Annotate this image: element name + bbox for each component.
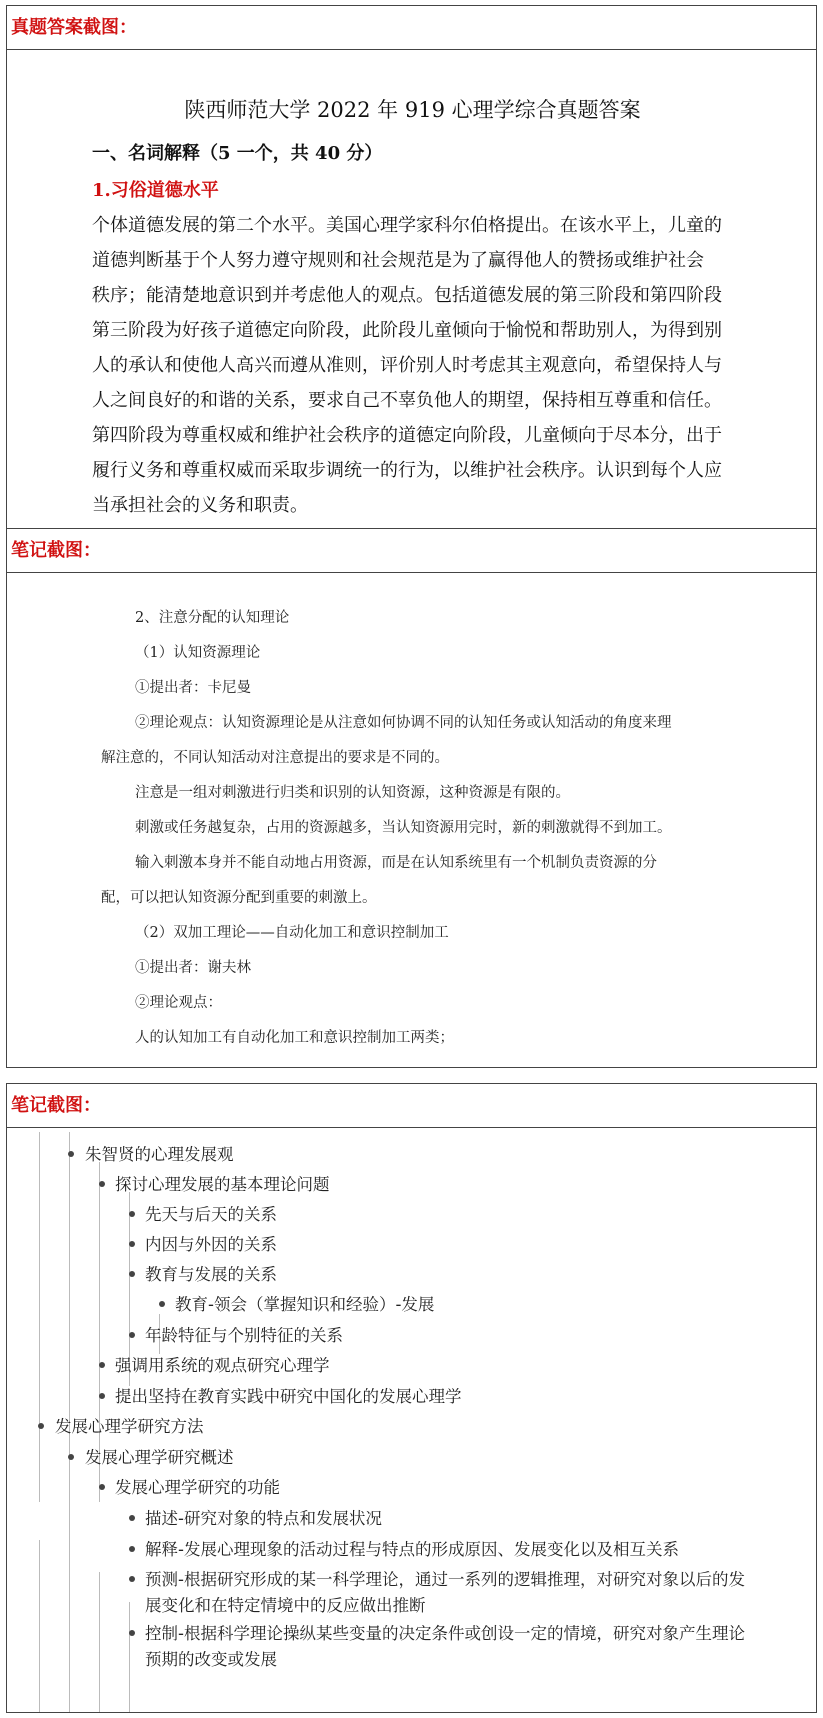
notes-panel-2 — [6, 1083, 817, 1713]
outline-item: 预测-根据研究形成的某一科学理论，通过一系列的逻辑推理，对研究对象以后的发 — [145, 1570, 745, 1589]
outline-item: 发展心理学研究的功能 — [115, 1478, 280, 1497]
outline-item-continuation: 预期的改变或发展 — [145, 1650, 277, 1669]
outline-item: 先天与后天的关系 — [145, 1205, 277, 1224]
outline-item: 描述-研究对象的特点和发展状况 — [145, 1509, 382, 1528]
note-line: 2、注意分配的认知理论 — [135, 610, 290, 626]
answer-panel — [6, 5, 817, 529]
outline-item: 控制-根据科学理论操纵某些变量的决定条件或创设一定的情境，研究对象产生理论 — [145, 1624, 745, 1643]
tree-guide-line — [39, 1132, 40, 1502]
note-line: 刺激或任务越复杂，占用的资源越多，当认知资源用完时，新的刺激就得不到加工。 — [135, 820, 672, 836]
note-line: ②理论观点：认知资源理论是从注意如何协调不同的认知任务或认知活动的角度来理 — [135, 715, 672, 731]
tree-guide-line — [129, 1602, 130, 1712]
notes-panel-2-header: 笔记截图： — [7, 1084, 816, 1128]
bullet-icon — [159, 1301, 165, 1307]
bullet-icon — [129, 1332, 135, 1338]
answer-line: 人之间良好的和谐的关系，要求自己不辜负他人的期望，保持相互尊重和信任。 — [92, 390, 722, 411]
outline-item: 探讨心理发展的基本理论问题 — [115, 1175, 330, 1194]
outline-item: 强调用系统的观点研究心理学 — [115, 1356, 330, 1375]
bullet-icon — [99, 1393, 105, 1399]
answer-line: 人的承认和使他人高兴而遵从准则，评价别人时考虑其主观意向，希望保持人与 — [92, 355, 722, 376]
outline-item: 教育-领会（掌握知识和经验）-发展 — [175, 1295, 435, 1314]
bullet-icon — [68, 1151, 74, 1157]
note-line: 人的认知加工有自动化加工和意识控制加工两类； — [135, 1030, 454, 1046]
term-heading: 1.习俗道德水平 — [92, 180, 219, 201]
note-line: ①提出者：谢夫林 — [135, 960, 251, 976]
note-line: 解注意的，不同认知活动对注意提出的要求是不同的。 — [101, 750, 449, 766]
bullet-icon — [129, 1271, 135, 1277]
bullet-icon — [129, 1241, 135, 1247]
outline-item: 发展心理学研究方法 — [55, 1417, 204, 1436]
notes-panel-1-header: 笔记截图： — [7, 529, 816, 573]
note-line: 配，可以把认知资源分配到重要的刺激上。 — [101, 890, 377, 906]
bullet-icon — [129, 1211, 135, 1217]
outline-item: 解释-发展心理现象的活动过程与特点的形成原因、发展变化以及相互关系 — [145, 1540, 679, 1559]
answer-line: 第四阶段为尊重权威和维护社会秩序的道德定向阶段，儿童倾向于尽本分，出于 — [92, 425, 722, 446]
note-line: 输入刺激本身并不能自动地占用资源，而是在认知系统里有一个机制负责资源的分 — [135, 855, 657, 871]
outline-item-continuation: 展变化和在特定情境中的反应做出推断 — [145, 1596, 426, 1615]
answer-line: 个体道德发展的第二个水平。美国心理学家科尔伯格提出。在该水平上，儿童的 — [92, 215, 722, 236]
outline-item: 发展心理学研究概述 — [85, 1448, 234, 1467]
answer-line: 秩序；能清楚地意识到并考虑他人的观点。包括道德发展的第三阶段和第四阶段 — [92, 285, 722, 306]
outline-item: 提出坚持在教育实践中研究中国化的发展心理学 — [115, 1387, 462, 1406]
note-line: ②理论观点： — [135, 995, 222, 1011]
notes-panel-1 — [6, 528, 817, 1068]
answer-panel-header: 真题答案截图： — [7, 6, 816, 50]
document-title: 陕西师范大学 2022 年 919 心理学综合真题答案 — [184, 98, 641, 122]
bullet-icon — [129, 1630, 135, 1636]
note-line: 注意是一组对刺激进行归类和识别的认知资源，这种资源是有限的。 — [135, 785, 570, 801]
outline-item: 年龄特征与个别特征的关系 — [145, 1326, 343, 1345]
section-heading: 一、名词解释（5 一个，共 40 分） — [92, 143, 383, 164]
bullet-icon — [129, 1576, 135, 1582]
bullet-icon — [129, 1515, 135, 1521]
bullet-icon — [99, 1484, 105, 1490]
tree-guide-line — [39, 1540, 40, 1712]
bullet-icon — [99, 1362, 105, 1368]
note-line: （2）双加工理论——自动化加工和意识控制加工 — [135, 925, 449, 941]
note-line: ①提出者：卡尼曼 — [135, 680, 251, 696]
tree-guide-line — [99, 1572, 100, 1712]
note-line: （1）认知资源理论 — [135, 645, 261, 661]
outline-item: 教育与发展的关系 — [145, 1265, 277, 1284]
bullet-icon — [38, 1423, 44, 1429]
answer-line: 履行义务和尊重权威而采取步调统一的行为，以维护社会秩序。认识到每个人应 — [92, 460, 722, 481]
outline-item: 内因与外因的关系 — [145, 1235, 277, 1254]
outline-item: 朱智贤的心理发展观 — [85, 1145, 234, 1164]
answer-line: 第三阶段为好孩子道德定向阶段，此阶段儿童倾向于愉悦和帮助别人，为得到别 — [92, 320, 722, 341]
answer-line: 道德判断基于个人努力遵守规则和社会规范是为了赢得他人的赞扬或维护社会 — [92, 250, 704, 271]
answer-line: 当承担社会的义务和职责。 — [92, 495, 308, 516]
bullet-icon — [99, 1181, 105, 1187]
bullet-icon — [129, 1546, 135, 1552]
bullet-icon — [68, 1454, 74, 1460]
